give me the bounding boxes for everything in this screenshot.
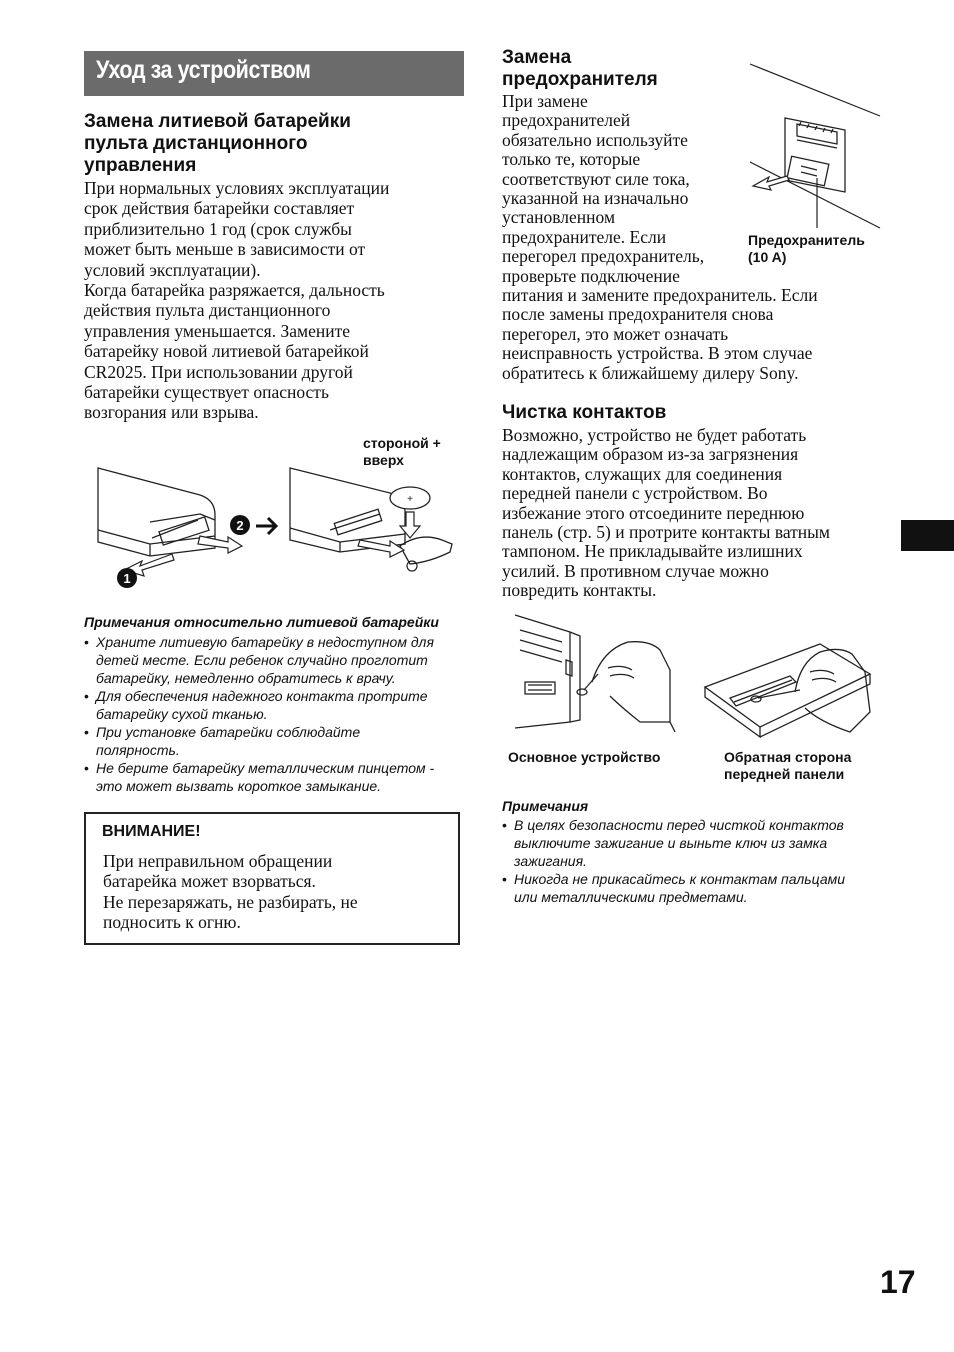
list-item: • При установке батарейки соблюдайте полярность. (84, 723, 464, 759)
battery-figure-label: стороной + вверх (363, 435, 441, 468)
section-thumb-tab (901, 520, 954, 551)
next-step-arrow-icon (256, 518, 276, 534)
main-unit-caption: Основное устройство (508, 749, 661, 765)
step-1-number: 1 (123, 571, 131, 586)
battery-notes-list (84, 633, 464, 795)
list-item: • Никогда не прикасайтесь к контактам пальцами или металлическими предметами. (502, 870, 892, 906)
step-2-number: 2 (236, 518, 244, 533)
battery-notes-title: Примечания относительно литиевой батарейки (84, 614, 439, 630)
panel-back-caption: Обратная сторона передней панели (724, 749, 852, 782)
contacts-heading: Чистка контактов (502, 402, 667, 423)
contacts-paragraph: Возможно, устройство не будет работать надлежащим образом из-за загрязнения контактов, служащих для соединения передней панели с устройством. Во избежание этого отсоедините переднюю панель (стр. 5) и протрите контакты ватным тампоном. Не прикладывайте излишних усилий. В противном случае можно повредить контакты. (502, 425, 831, 601)
contacts-notes-list (502, 816, 892, 906)
warning-box (84, 812, 460, 945)
fuse-heading: Замена предохранителя (502, 47, 658, 90)
fuse-pull-arrow (753, 176, 789, 190)
battery-replacement-illustration (90, 460, 460, 590)
list-item: • В целях безопасности перед чисткой контактов выключите зажигание и выньте ключ из замка зажигания. (502, 816, 892, 870)
list-item: • Не берите батарейку металлическим пинцетом - это может вызвать короткое замыкание. (84, 759, 464, 795)
page-title: Уход за устройством (96, 56, 311, 84)
section-banner (84, 51, 464, 96)
warning-text: При неправильном обращении батарейка может взорваться. Не перезаряжать, не разбирать, не подносить к огню. (103, 851, 358, 933)
fuse-illustration (745, 60, 885, 230)
warning-title: ВНИМАНИЕ! (102, 823, 201, 840)
list-item: • Для обеспечения надежного контакта протрите батарейку сухой тканью. (84, 687, 464, 723)
panel-back-cleaning-illustration (700, 632, 880, 737)
svg-text:+: + (407, 494, 413, 505)
battery-heading: Замена литиевой батарейки пульта дистанционного управления (84, 111, 351, 176)
battery-tray-pull-arrow (198, 536, 242, 553)
fuse-paragraph: При замене предохранителей обязательно используйте только те, которые соответствуют силе тока, указанной на изначально установленном предохранителе. Если перегорел предохранитель, проверьте подключение питания и замените предохранитель. Если после замены предохранителя снова перегорел, это может означать неисправность устройства. В этом случае обратитесь к ближайшему дилеру Sony. (502, 91, 818, 383)
main-unit-cleaning-illustration (510, 610, 680, 735)
list-item: • Храните литиевую батарейку в недоступном для детей месте. Если ребенок случайно проглотит батарейку, немедленно обратитесь к врачу. (84, 633, 464, 687)
contacts-notes-title: Примечания (502, 798, 589, 814)
battery-paragraph: При нормальных условиях эксплуатации срок действия батарейки составляет приблизительно 1 год (срок службы может быть меньше в зависимости от условий эксплуатации). Когда батарейка разряжается, дальность действия пульта дистанционного управления уменьшается. Замените батарейку новой литиевой батарейкой CR2025. При использовании другой батарейки существует опасность возгорания или взрыва. (84, 178, 390, 423)
page-number: 17 (880, 1264, 916, 1300)
fuse-figure-label: Предохранитель (10 A) (748, 232, 865, 265)
